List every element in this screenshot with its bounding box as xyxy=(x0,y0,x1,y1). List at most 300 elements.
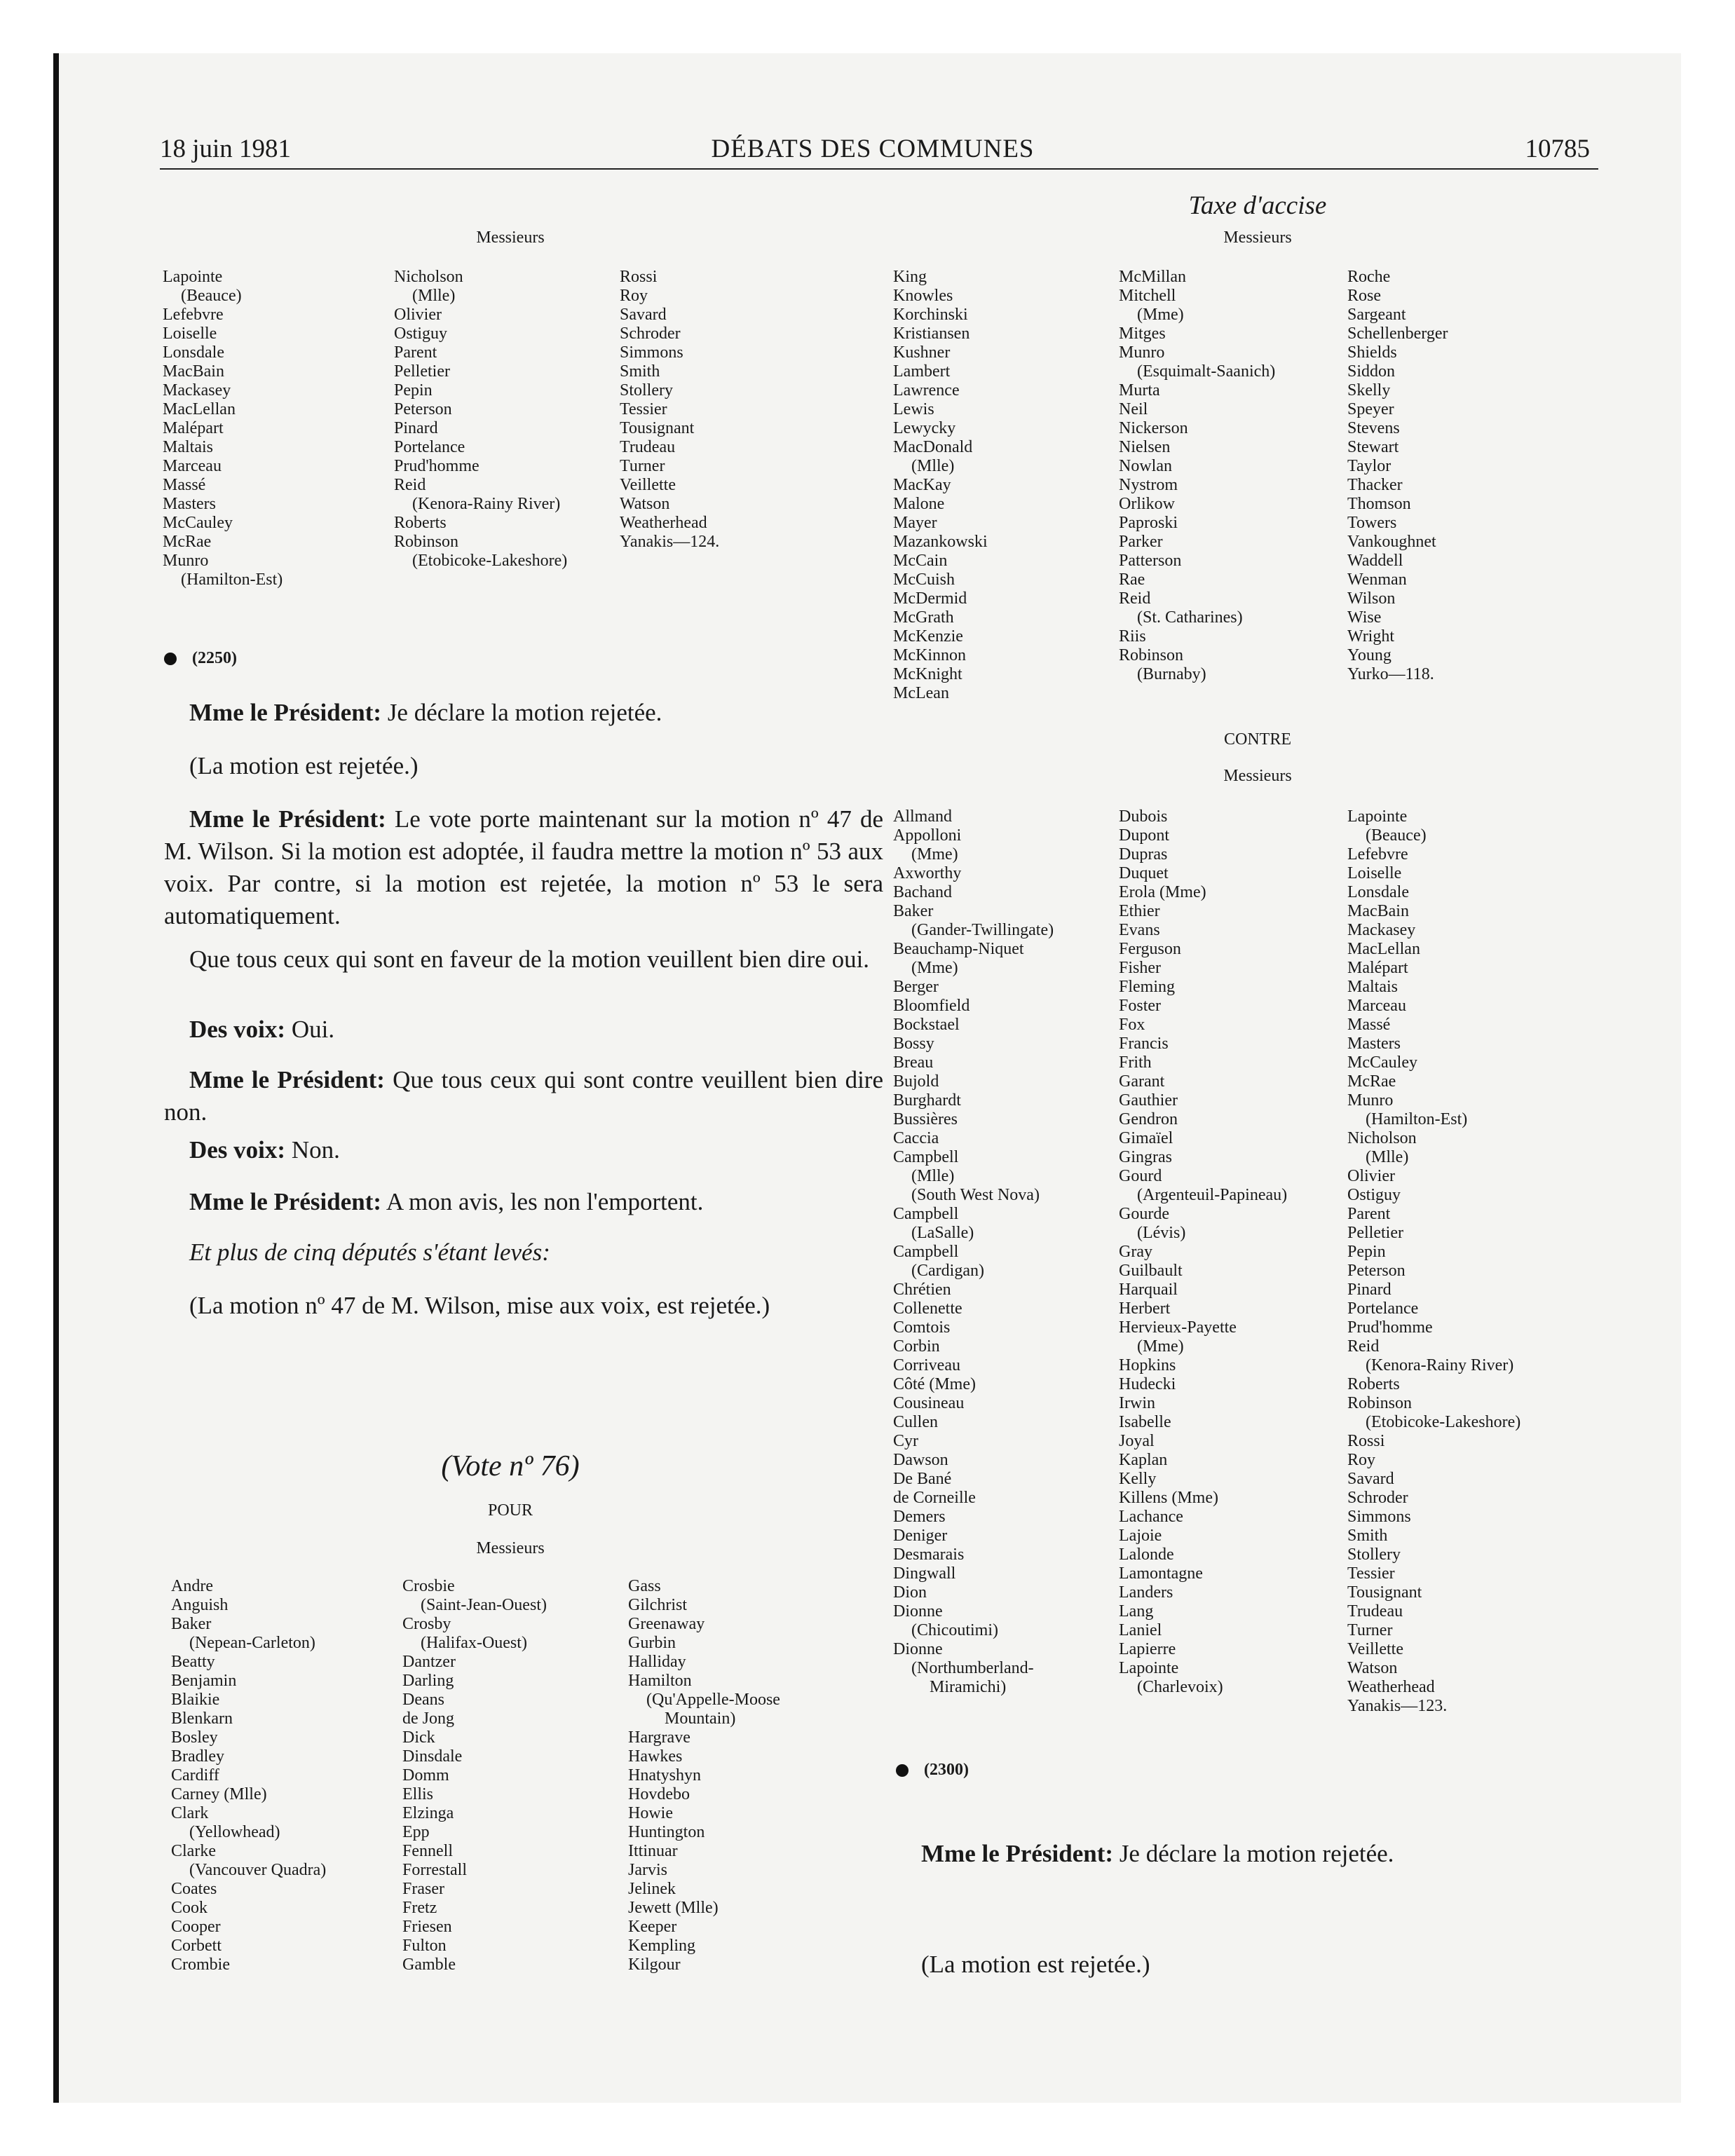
name-list xyxy=(620,268,719,552)
name-list-item: McRae xyxy=(163,533,212,551)
name-list-item: McRae xyxy=(1347,1072,1396,1091)
name-list-item: Demers xyxy=(893,1508,946,1526)
name-list-item: Dionne xyxy=(893,1602,943,1621)
name-list-item: Collenette xyxy=(893,1299,962,1318)
name-list-continuation: (Etobicoke-Lakeshore) xyxy=(1366,1413,1521,1431)
name-list-item: Smith xyxy=(620,362,660,381)
name-list-continuation: (Mme) xyxy=(911,959,958,977)
name-list xyxy=(171,1577,326,1974)
name-list-item: Weatherhead xyxy=(620,514,707,532)
name-list-item: Nowlan xyxy=(1119,457,1172,475)
section-title: Taxe d'accise xyxy=(1188,191,1327,220)
name-list-item: Lapointe xyxy=(1347,807,1408,826)
name-list-item: Lawrence xyxy=(893,381,960,400)
name-list-item: Robinson xyxy=(1119,646,1184,664)
name-list-item: Dinsdale xyxy=(402,1747,463,1766)
name-list-item: Kaplan xyxy=(1119,1451,1168,1469)
header-date: 18 juin 1981 xyxy=(160,135,292,163)
pour-group-label: Messieurs xyxy=(476,1539,545,1557)
name-list-item: Watson xyxy=(1347,1659,1398,1677)
name-list-continuation: (Mlle) xyxy=(412,287,456,305)
name-list-continuation: (Nepean-Carleton) xyxy=(189,1634,315,1652)
name-list-item: Roy xyxy=(620,287,648,305)
paragraph: Mme le Président: Le vote porte maintenant sur la motion nº 47 de M. Wilson. Si la motion est adoptée, il faudra mettre la motion nº 53 aux voix. Par contre, si la motion est rejetée, la motion nº 53 le sera automatiquement. xyxy=(164,805,883,929)
name-list-item: Parent xyxy=(394,343,437,362)
name-list-item: Roy xyxy=(1347,1451,1376,1469)
name-list-item: Kelly xyxy=(1119,1470,1157,1488)
name-list-item: Bossy xyxy=(893,1035,934,1053)
name-list xyxy=(1347,807,1520,1716)
name-list-item: Veillette xyxy=(1347,1640,1403,1658)
name-list-item: Fisher xyxy=(1119,959,1161,977)
name-list-item: Lefebvre xyxy=(163,306,224,324)
name-list-item: Andre xyxy=(171,1577,213,1595)
name-list-continuation: (St. Catharines) xyxy=(1137,608,1243,627)
name-list-item: Francis xyxy=(1119,1035,1169,1053)
name-list-item: Côté (Mme) xyxy=(893,1375,976,1393)
name-list-item: Trudeau xyxy=(1347,1602,1403,1621)
name-list-item: Deans xyxy=(402,1691,444,1709)
name-list-item: Thomson xyxy=(1347,495,1411,513)
name-list-item: Mayer xyxy=(893,514,937,532)
name-list-item: Domm xyxy=(402,1766,449,1785)
name-list-continuation: (South West Nova) xyxy=(911,1186,1040,1204)
name-list-item: Trudeau xyxy=(620,438,676,456)
name-list-item: Corriveau xyxy=(893,1356,960,1374)
name-list-item: Munro xyxy=(1119,343,1165,362)
name-list-item: Beauchamp-Niquet xyxy=(893,940,1024,958)
name-list-continuation: (Mlle) xyxy=(911,457,955,475)
name-list-item: Stewart xyxy=(1347,438,1399,456)
name-list-item: McCain xyxy=(893,552,948,570)
name-list-item: Erola (Mme) xyxy=(1119,883,1206,901)
name-list-continuation: (Gander-Twillingate) xyxy=(911,921,1054,939)
name-list-item: Nickerson xyxy=(1119,419,1188,437)
name-list-item: Reid xyxy=(394,476,426,494)
name-list-item: Yanakis—123. xyxy=(1347,1697,1448,1715)
name-list-item: Fleming xyxy=(1119,978,1176,996)
name-list-item: Portelance xyxy=(394,438,465,456)
name-list-item: Benjamin xyxy=(171,1672,237,1690)
left-group-label: Messieurs xyxy=(476,228,545,247)
name-list-item: Reid xyxy=(1119,589,1151,608)
name-list-item: Gendron xyxy=(1119,1110,1178,1128)
name-list-item: Taylor xyxy=(1347,457,1392,475)
name-list-continuation: (Vancouver Quadra) xyxy=(189,1861,327,1879)
name-list-item: Chrétien xyxy=(893,1281,951,1299)
paragraph: Mme le Président: Que tous ceux qui sont contre veuillent bien dire non. xyxy=(164,1066,883,1126)
name-list-item: Knowles xyxy=(893,287,953,305)
bullet-icon xyxy=(164,653,177,665)
name-list-continuation: (Beauce) xyxy=(181,287,242,305)
name-list-item: Jewett (Mlle) xyxy=(628,1899,719,1917)
name-list-item: Epp xyxy=(402,1823,430,1841)
name-list-item: Corbett xyxy=(171,1937,222,1955)
name-list-item: Cooper xyxy=(171,1918,221,1936)
name-list-item: Fretz xyxy=(402,1899,437,1917)
name-list-item: Herbert xyxy=(1119,1299,1171,1318)
name-list-item: Rose xyxy=(1347,287,1381,305)
name-list-item: Waddell xyxy=(1347,552,1403,570)
name-list-item: Reid xyxy=(1347,1337,1380,1356)
right-group-label: Messieurs xyxy=(1223,228,1292,247)
name-list-item: Cook xyxy=(171,1899,208,1917)
name-list-item: Paproski xyxy=(1119,514,1178,532)
name-list-continuation: (Etobicoke-Lakeshore) xyxy=(412,552,568,570)
name-list-item: Speyer xyxy=(1347,400,1394,418)
name-list-item: Fraser xyxy=(402,1880,444,1898)
name-list-continuation: (Esquimalt-Saanich) xyxy=(1137,362,1276,381)
name-list-item: McKinnon xyxy=(893,646,966,664)
name-list-item: Lonsdale xyxy=(163,343,224,362)
name-list-item: Robinson xyxy=(394,533,459,551)
name-list-item: Rae xyxy=(1119,571,1145,589)
name-list-item: Clarke xyxy=(171,1842,216,1860)
name-list-item: Weatherhead xyxy=(1347,1678,1435,1696)
name-list-item: Hudecki xyxy=(1119,1375,1176,1393)
name-list-item: Massé xyxy=(163,476,206,494)
name-list-item: Berger xyxy=(893,978,939,996)
name-list-item: Siddon xyxy=(1347,362,1396,381)
name-list-item: McMillan xyxy=(1119,268,1186,286)
name-list-item: Gray xyxy=(1119,1243,1152,1261)
name-list xyxy=(628,1577,780,1974)
name-list-item: Smith xyxy=(1347,1527,1388,1545)
name-list-item: Orlikow xyxy=(1119,495,1175,513)
name-list-item: Ostiguy xyxy=(1347,1186,1401,1204)
name-list-item: Malépart xyxy=(163,419,224,437)
name-list-item: Dupras xyxy=(1119,845,1168,864)
name-list-item: Masters xyxy=(163,495,216,513)
name-list-item: Towers xyxy=(1347,514,1397,532)
name-list-item: McCuish xyxy=(893,571,955,589)
name-list-item: MacKay xyxy=(893,476,951,494)
name-list-item: Coates xyxy=(171,1880,217,1898)
name-list-item: Ethier xyxy=(1119,902,1160,920)
name-list-item: Lamontagne xyxy=(1119,1564,1203,1583)
name-list-item: Cullen xyxy=(893,1413,938,1431)
name-list-item: Desmarais xyxy=(893,1546,965,1564)
name-list-item: Savard xyxy=(1347,1470,1394,1488)
name-list-item: Gass xyxy=(628,1577,661,1595)
name-list-item: Munro xyxy=(163,552,209,570)
name-list-item: Foster xyxy=(1119,997,1161,1015)
name-list-item: Skelly xyxy=(1347,381,1391,400)
name-list-item: Pelletier xyxy=(394,362,450,381)
name-list-item: Savard xyxy=(620,306,667,324)
name-list-item: Darling xyxy=(402,1672,454,1690)
name-list-item: Bradley xyxy=(171,1747,224,1766)
name-list-item: Blaikie xyxy=(171,1691,220,1709)
name-list-item: Bloomfield xyxy=(893,997,970,1015)
name-list-item: Ostiguy xyxy=(394,325,448,343)
name-list-item: Hawkes xyxy=(628,1747,683,1766)
name-list-item: Bussières xyxy=(893,1110,958,1128)
name-list-item: Tessier xyxy=(1347,1564,1395,1583)
name-list-item: Hervieux-Payette xyxy=(1119,1318,1237,1337)
name-list-item: Vankoughnet xyxy=(1347,533,1436,551)
name-list-item: Prud'homme xyxy=(1347,1318,1433,1337)
name-list-item: Isabelle xyxy=(1119,1413,1171,1431)
name-list-continuation: (Beauce) xyxy=(1366,826,1427,845)
name-list-item: Mazankowski xyxy=(893,533,988,551)
name-list xyxy=(394,268,567,571)
name-list-item: Keeper xyxy=(628,1918,677,1936)
name-list-item: Lewycky xyxy=(893,419,956,437)
name-list-item: Baker xyxy=(171,1615,212,1633)
name-list-item: Lajoie xyxy=(1119,1527,1162,1545)
name-list-item: Frith xyxy=(1119,1053,1152,1072)
name-list-item: Gingras xyxy=(1119,1148,1172,1166)
name-list-item: Turner xyxy=(620,457,665,475)
name-list xyxy=(893,807,1054,1697)
name-list xyxy=(163,268,283,589)
name-list-item: Mitchell xyxy=(1119,287,1176,305)
name-list-item: Dionne xyxy=(893,1640,943,1658)
name-list-item: Malépart xyxy=(1347,959,1408,977)
name-list-item: Gamble xyxy=(402,1956,456,1974)
name-list-continuation: (Mme) xyxy=(1137,1337,1184,1356)
name-list-continuation: Mountain) xyxy=(665,1710,736,1728)
name-list xyxy=(1119,268,1275,684)
name-list-continuation: (Hamilton-Est) xyxy=(1366,1110,1468,1128)
name-list-item: Maltais xyxy=(163,438,213,456)
name-list-item: McGrath xyxy=(893,608,954,627)
name-list-item: Crosby xyxy=(402,1615,451,1633)
name-list-item: Nystrom xyxy=(1119,476,1178,494)
name-list-item: Olivier xyxy=(394,306,442,324)
name-list-item: Tousignant xyxy=(1347,1583,1422,1602)
name-list-item: Patterson xyxy=(1119,552,1182,570)
header-page-number: 10785 xyxy=(1525,135,1590,163)
name-list-item: Crosbie xyxy=(402,1577,455,1595)
name-list-item: Tessier xyxy=(620,400,667,418)
name-list-item: Bachand xyxy=(893,883,952,901)
name-list-item: Greenaway xyxy=(628,1615,705,1633)
name-list-continuation: (Mme) xyxy=(1137,306,1184,324)
name-list-continuation: (Mme) xyxy=(911,845,958,864)
name-list-item: MacBain xyxy=(1347,902,1409,920)
name-list-item: Munro xyxy=(1347,1091,1394,1110)
name-list-item: Watson xyxy=(620,495,670,513)
name-list-continuation: (Cardigan) xyxy=(911,1262,984,1280)
name-list-item: Stollery xyxy=(620,381,673,400)
name-list xyxy=(1347,268,1448,684)
paragraph: (La motion est rejetée.) xyxy=(189,752,419,779)
name-list-item: Yurko—118. xyxy=(1347,665,1434,683)
name-list-item: Pepin xyxy=(1347,1243,1386,1261)
paragraph: Et plus de cinq députés s'étant levés: xyxy=(189,1239,550,1266)
name-list-item: Neil xyxy=(1119,400,1148,418)
name-list-item: Appolloni xyxy=(893,826,962,845)
name-list-item: Dawson xyxy=(893,1451,948,1469)
name-list-item: Lapierre xyxy=(1119,1640,1176,1658)
name-list-item: Axworthy xyxy=(893,864,962,882)
name-list-item: Ittinuar xyxy=(628,1842,678,1860)
name-list-item: Pelletier xyxy=(1347,1224,1403,1242)
name-list-item: Joyal xyxy=(1119,1432,1155,1450)
name-list-item: Killens (Mme) xyxy=(1119,1489,1218,1507)
name-list-item: Veillette xyxy=(620,476,676,494)
name-list-continuation: (Qu'Appelle-Moose xyxy=(646,1691,780,1709)
name-list-item: Wise xyxy=(1347,608,1382,627)
name-list-item: MacBain xyxy=(163,362,224,381)
name-list-item: Gourd xyxy=(1119,1167,1162,1185)
bullet-icon xyxy=(896,1764,909,1777)
name-list-item: Wilson xyxy=(1347,589,1396,608)
name-list-item: Kempling xyxy=(628,1937,695,1955)
name-list-item: Anguish xyxy=(171,1596,229,1614)
name-list-item: Beatty xyxy=(171,1653,215,1671)
name-list-item: Kristiansen xyxy=(893,325,970,343)
paragraph: Des voix: Non. xyxy=(189,1136,340,1164)
header-rule xyxy=(160,168,1598,170)
name-list-item: Murta xyxy=(1119,381,1160,400)
name-list-item: Stevens xyxy=(1347,419,1400,437)
name-list-item: Wright xyxy=(1347,627,1395,646)
paragraph: Que tous ceux qui sont en faveur de la motion veuillent bien dire oui. xyxy=(189,946,870,973)
name-list-item: Cardiff xyxy=(171,1766,219,1785)
time-marker: (2250) xyxy=(164,649,237,668)
name-list-item: Pepin xyxy=(394,381,433,400)
name-list-item: Riis xyxy=(1119,627,1146,646)
name-list-item: Lonsdale xyxy=(1347,883,1409,901)
vote-title: (Vote nº 76) xyxy=(441,1450,580,1482)
name-list-item: Evans xyxy=(1119,921,1160,939)
name-list-item: de Jong xyxy=(402,1710,454,1728)
name-list-item: Masters xyxy=(1347,1035,1401,1053)
name-list-item: Thacker xyxy=(1347,476,1403,494)
name-list-item: Friesen xyxy=(402,1918,452,1936)
name-list-item: Clark xyxy=(171,1804,209,1822)
name-list-item: Maltais xyxy=(1347,978,1398,996)
name-list-continuation: (LaSalle) xyxy=(911,1224,974,1242)
name-list-item: Wenman xyxy=(1347,571,1407,589)
name-list-item: Laniel xyxy=(1119,1621,1162,1639)
name-list-item: Parent xyxy=(1347,1205,1391,1223)
name-list-item: Loiselle xyxy=(163,325,217,343)
name-list-continuation: (Northumberland- xyxy=(911,1659,1034,1677)
name-list-continuation: (Burnaby) xyxy=(1137,665,1206,683)
name-list-item: Stollery xyxy=(1347,1546,1401,1564)
time-marker: (2300) xyxy=(896,1761,969,1780)
paragraph: Mme le Président: A mon avis, les non l'emportent. xyxy=(189,1188,704,1215)
name-list-item: Rossi xyxy=(620,268,658,286)
name-list-item: Rossi xyxy=(1347,1432,1385,1450)
name-list-item: Schroder xyxy=(1347,1489,1408,1507)
name-list-item: Irwin xyxy=(1119,1394,1155,1412)
name-list-continuation: (Lévis) xyxy=(1137,1224,1186,1242)
name-list-item: Young xyxy=(1347,646,1392,664)
name-list-continuation: Miramichi) xyxy=(930,1678,1007,1696)
name-list-item: MacDonald xyxy=(893,438,973,456)
name-list-item: Fennell xyxy=(402,1842,453,1860)
name-list-item: Sargeant xyxy=(1347,306,1406,324)
name-list-item: Deniger xyxy=(893,1527,948,1545)
name-list-item: Jarvis xyxy=(628,1861,667,1879)
paragraph: Des voix: Oui. xyxy=(189,1016,335,1043)
name-list-item: Nielsen xyxy=(1119,438,1171,456)
name-list-item: Malone xyxy=(893,495,945,513)
name-list-item: Ferguson xyxy=(1119,940,1181,958)
name-list-item: Mackasey xyxy=(163,381,231,400)
name-list-item: de Corneille xyxy=(893,1489,976,1507)
name-list-item: Lalonde xyxy=(1119,1546,1174,1564)
name-list-item: Hamilton xyxy=(628,1672,692,1690)
pour-label: POUR xyxy=(487,1501,533,1520)
name-list-item: Hargrave xyxy=(628,1728,690,1747)
name-list-item: Roberts xyxy=(1347,1375,1400,1393)
name-list-item: Lefebvre xyxy=(1347,845,1408,864)
contre-group-label: Messieurs xyxy=(1223,767,1292,785)
name-list-item: Schroder xyxy=(620,325,681,343)
header-title: DÉBATS DES COMMUNES xyxy=(711,135,1035,163)
name-list-item: Campbell xyxy=(893,1243,959,1261)
name-list-item: Loiselle xyxy=(1347,864,1402,882)
name-list-item: Lachance xyxy=(1119,1508,1183,1526)
name-list-item: MacLellan xyxy=(1347,940,1420,958)
name-list-continuation: (Mlle) xyxy=(911,1167,955,1185)
name-list-item: Lapointe xyxy=(1119,1659,1179,1677)
name-list-item: McKnight xyxy=(893,665,962,683)
name-list-item: Campbell xyxy=(893,1205,959,1223)
name-list-item: De Bané xyxy=(893,1470,952,1488)
name-list-item: Elzinga xyxy=(402,1804,454,1822)
name-list-item: Shields xyxy=(1347,343,1397,362)
name-list-item: Dupont xyxy=(1119,826,1169,845)
name-list xyxy=(1119,807,1287,1697)
name-list-item: Guilbault xyxy=(1119,1262,1183,1280)
document-page xyxy=(53,53,1681,2103)
name-list-continuation: (Chicoutimi) xyxy=(911,1621,998,1639)
name-list-item: Tousignant xyxy=(620,419,695,437)
name-list-item: Corbin xyxy=(893,1337,940,1356)
name-list-item: Turner xyxy=(1347,1621,1393,1639)
name-list-item: Prud'homme xyxy=(394,457,479,475)
name-list-item: Allmand xyxy=(893,807,952,826)
name-list-item: Pinard xyxy=(394,419,438,437)
name-list-item: Hnatyshyn xyxy=(628,1766,701,1785)
name-list-item: McCauley xyxy=(163,514,233,532)
name-list-item: Gourde xyxy=(1119,1205,1169,1223)
name-list-item: Lambert xyxy=(893,362,951,381)
name-list-item: Mitges xyxy=(1119,325,1166,343)
name-list-item: Roberts xyxy=(394,514,447,532)
name-list-item: Peterson xyxy=(394,400,452,418)
name-list-item: Parker xyxy=(1119,533,1163,551)
name-list-item: Carney (Mlle) xyxy=(171,1785,267,1803)
name-list-item: Dingwall xyxy=(893,1564,956,1583)
name-list-item: Garant xyxy=(1119,1072,1165,1091)
paragraph: Mme le Président: Je déclare la motion rejetée. xyxy=(189,699,662,726)
name-list-item: Lapointe xyxy=(163,268,223,286)
name-list-item: Jelinek xyxy=(628,1880,676,1898)
name-list-item: Simmons xyxy=(1347,1508,1411,1526)
name-list-item: Duquet xyxy=(1119,864,1169,882)
name-list-item: Peterson xyxy=(1347,1262,1406,1280)
name-list-item: Pinard xyxy=(1347,1281,1392,1299)
name-list-continuation: (Hamilton-Est) xyxy=(181,571,283,589)
paragraph: (La motion nº 47 de M. Wilson, mise aux voix, est rejetée.) xyxy=(189,1292,770,1319)
name-list-item: Lewis xyxy=(893,400,934,418)
paragraph: (La motion est rejetée.) xyxy=(921,1951,1150,1978)
name-list-item: Gurbin xyxy=(628,1634,676,1652)
name-list-item: Schellenberger xyxy=(1347,325,1448,343)
name-list-continuation: (Mlle) xyxy=(1366,1148,1409,1166)
name-list-item: Roche xyxy=(1347,268,1391,286)
name-list-item: Nicholson xyxy=(394,268,463,286)
name-list-continuation: (Argenteuil-Papineau) xyxy=(1137,1186,1288,1204)
